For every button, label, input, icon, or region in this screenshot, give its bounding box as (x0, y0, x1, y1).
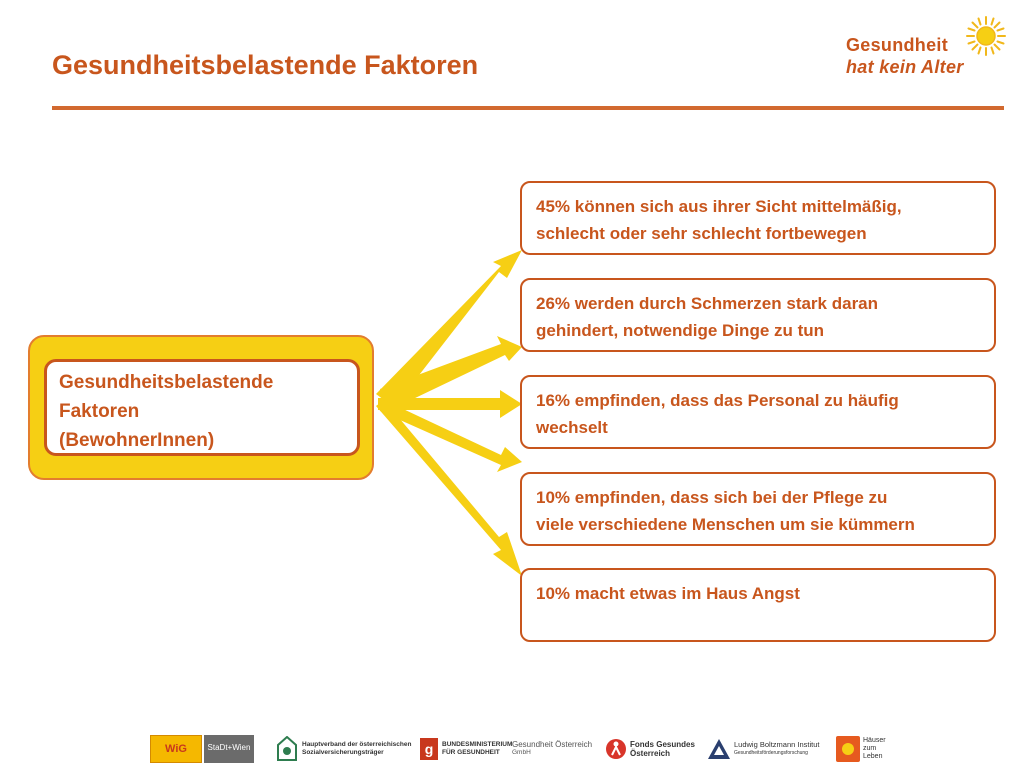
bmg-logo: g BUNDESMINISTERIUM FÜR GESUNDHEIT (420, 732, 512, 766)
brand-line-1: Gesundheit (846, 35, 949, 55)
hub-line: Gesundheitsbelastende (59, 372, 274, 393)
lbi-logo: Ludwig Boltzmann Institut Gesundheitsförderungsforschung (706, 732, 819, 766)
factor-line: schlecht oder sehr schlecht fortbewegen (536, 224, 867, 243)
lbi-icon (706, 737, 732, 761)
brand-line-2: hat kein Alter (846, 57, 964, 77)
factor-line: 10% empfinden, dass sich bei der Pflege zu (536, 488, 888, 507)
factor-line: 26% werden durch Schmerzen stark daran (536, 294, 879, 313)
stadt-wien-logo: StaDt+Wien (204, 732, 254, 766)
factor-line: 10% macht etwas im Haus Angst (536, 584, 800, 603)
arrow-5 (376, 400, 522, 576)
wig-logo: WiG (150, 732, 202, 766)
hub-line: (BewohnerInnen) (59, 430, 215, 451)
factor-box-2 (520, 278, 996, 352)
haeuser-icon (836, 736, 860, 762)
hauptverband-logo: Hauptverband der österreichischen Sozialversicherungsträger (276, 732, 411, 766)
fgoe-icon (606, 738, 626, 760)
goeg-logo: Gesundheit Österreich GmbH (512, 740, 593, 756)
page-title: Gesundheitsbelastende Faktoren (52, 50, 479, 80)
bmg-icon: g (420, 738, 438, 760)
hauptverband-icon (276, 736, 298, 762)
factor-line: gehindert, notwendige Dinge zu tun (536, 321, 825, 340)
factor-box-4 (520, 472, 996, 546)
factor-line: 16% empfinden, dass das Personal zu häufig (536, 391, 899, 410)
hub-box (44, 359, 360, 456)
footer-logos (0, 732, 1024, 768)
factor-box-1 (520, 181, 996, 255)
factor-box-3 (520, 375, 996, 449)
haeuser-logo: Häuser zum Leben (836, 732, 886, 766)
factor-line: wechselt (536, 418, 608, 437)
factor-line: viele verschiedene Menschen um sie kümmern (536, 515, 915, 534)
factor-box-5 (520, 568, 996, 642)
fgoe-logo: Fonds Gesundes Österreich (606, 732, 695, 766)
hub-line: Faktoren (59, 401, 140, 422)
factor-line: 45% können sich aus ihrer Sicht mittelmäßig, (536, 197, 902, 216)
